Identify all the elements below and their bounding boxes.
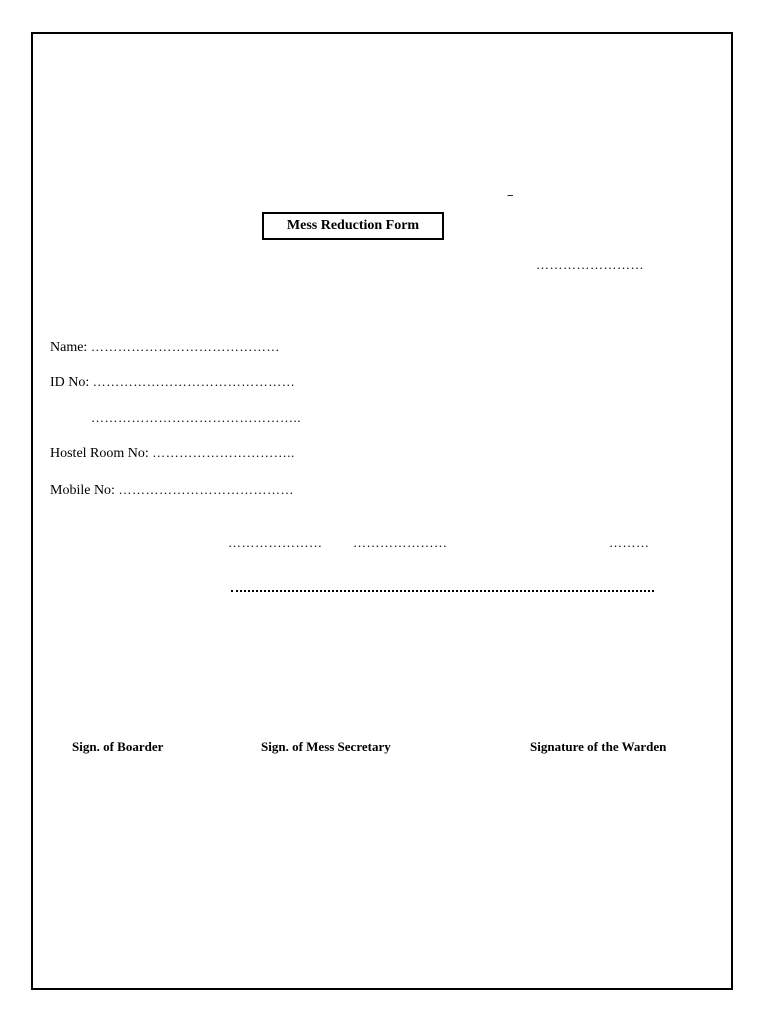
line-dots-c: ……… xyxy=(609,535,650,550)
name-label: Name: xyxy=(50,340,88,355)
sign-warden: Signature of the Warden xyxy=(530,739,667,754)
line-dots-a: ………………… xyxy=(228,535,323,550)
continuation-field xyxy=(91,410,301,427)
id-dots: ……………………………………… xyxy=(92,374,296,389)
form-title xyxy=(262,212,444,240)
mobile-field xyxy=(50,482,294,499)
dotted-line xyxy=(231,590,654,592)
hostel-room-label: Hostel Room No: xyxy=(50,446,149,461)
line-dots-b: ………………… xyxy=(353,535,448,550)
mobile-label: Mobile No: xyxy=(50,483,115,498)
page-border xyxy=(31,32,733,990)
hostel-room-field xyxy=(50,445,295,462)
name-field xyxy=(50,339,280,356)
hostel-room-dots: ………………………….. xyxy=(152,445,295,460)
id-label: ID No: xyxy=(50,375,90,390)
sign-mess-secretary: Sign. of Mess Secretary xyxy=(261,739,391,754)
sign-boarder: Sign. of Boarder xyxy=(72,739,164,754)
form-title-text: Mess Reduction Form xyxy=(286,218,420,233)
continuation-dots: ……………………………………….. xyxy=(91,410,301,425)
mobile-dots: ………………………………… xyxy=(118,482,294,497)
date-dots: …………………… xyxy=(536,257,644,272)
id-field xyxy=(50,374,295,391)
name-dots: …………………………………… xyxy=(90,339,280,354)
dash-mark: – xyxy=(507,188,514,203)
